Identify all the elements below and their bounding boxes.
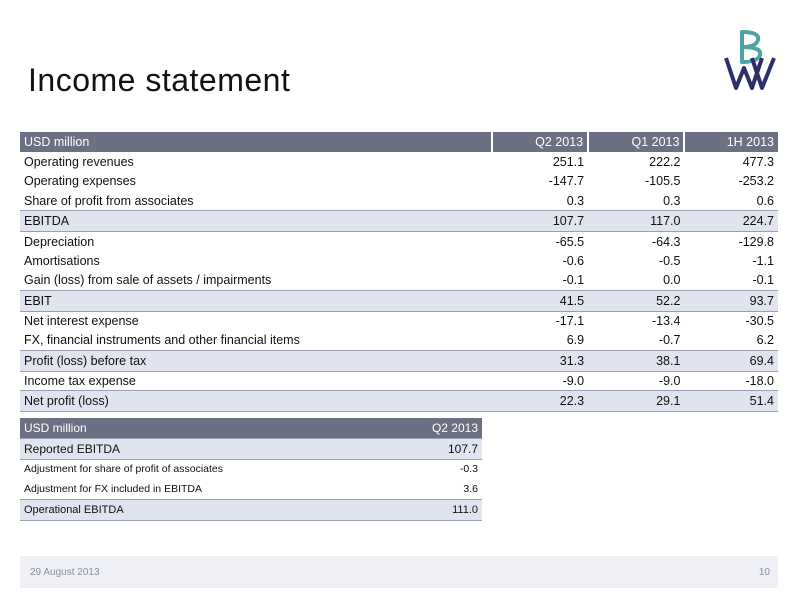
table-row — [20, 311, 778, 331]
footer-date: 29 August 2013 — [30, 567, 100, 578]
cell-value: -64.3 — [651, 234, 681, 249]
cell-value: 107.7 — [492, 211, 588, 232]
table-total-row — [20, 499, 482, 520]
cell-value: 38.1 — [588, 350, 684, 371]
table-row — [20, 271, 778, 291]
cell-value: -0.6 — [562, 253, 585, 268]
table-header-row — [20, 132, 778, 152]
row-label: Adjustment for FX included in EBITDA — [24, 482, 202, 495]
page-title: Income statement — [28, 62, 291, 98]
row-label: Net interest expense — [24, 314, 139, 328]
cell-value: 3.6 — [463, 482, 478, 495]
cell-value: 117.0 — [588, 211, 684, 232]
company-logo — [722, 28, 778, 92]
cell-value: 0.6 — [756, 193, 774, 208]
column-header: Q2 2013 — [492, 132, 588, 152]
cell-value: 0.3 — [566, 193, 585, 208]
row-label: Operating revenues — [24, 154, 134, 169]
income-statement-table — [20, 132, 778, 412]
row-label: Net profit (loss) — [20, 391, 492, 412]
cell-value: 41.5 — [492, 290, 588, 311]
cell-value: 52.2 — [588, 290, 684, 311]
table-row — [20, 232, 778, 252]
cell-value: 69.4 — [684, 350, 778, 371]
cell-value: 111.0 — [386, 499, 482, 520]
row-label: Operational EBITDA — [20, 499, 386, 520]
cell-value: 477.3 — [742, 154, 774, 169]
cell-value: -147.7 — [548, 174, 585, 189]
cell-value: -0.5 — [658, 253, 681, 268]
row-label: Amortisations — [24, 253, 100, 268]
row-label: Reported EBITDA — [20, 438, 386, 459]
row-label: Adjustment for share of profit of associates — [24, 463, 224, 476]
cell-value: -0.3 — [459, 463, 478, 476]
row-label: Depreciation — [24, 234, 95, 249]
table-total-row — [20, 391, 778, 412]
cell-value: -30.5 — [745, 314, 774, 328]
cell-value: 6.2 — [756, 333, 774, 347]
column-header: Q1 2013 — [588, 132, 684, 152]
table-row — [20, 172, 778, 192]
row-label: Share of profit from associates — [24, 193, 194, 208]
table-row — [20, 251, 778, 271]
cell-value: -0.1 — [752, 273, 774, 287]
cell-value: -253.2 — [738, 174, 774, 189]
cell-value: 93.7 — [684, 290, 778, 311]
row-label: Operating expenses — [24, 174, 136, 189]
cell-value: -0.1 — [562, 273, 585, 287]
row-label: Profit (loss) before tax — [20, 350, 492, 371]
table-row — [20, 371, 778, 391]
row-label: Gain (loss) from sale of assets / impairments — [24, 273, 272, 287]
cell-value: -65.5 — [555, 234, 585, 249]
column-header: 1H 2013 — [684, 132, 778, 152]
page-number: 10 — [758, 567, 770, 578]
row-label: EBIT — [20, 290, 492, 311]
table-total-row — [20, 290, 778, 311]
cell-value: -17.1 — [555, 314, 585, 328]
row-label: Income tax expense — [24, 373, 136, 388]
cell-value: 29.1 — [588, 391, 684, 412]
table-row — [20, 479, 482, 499]
table-row — [20, 459, 482, 479]
table-row — [20, 191, 778, 211]
table-row — [20, 152, 778, 172]
table-row — [20, 331, 778, 351]
ebitda-reconciliation-table — [20, 418, 482, 521]
cell-value: -18.0 — [745, 373, 774, 388]
cell-value: 224.7 — [684, 211, 778, 232]
cell-value: -1.1 — [752, 253, 774, 268]
cell-value: 107.7 — [386, 438, 482, 459]
footer-bar — [20, 556, 778, 588]
cell-value: 51.4 — [684, 391, 778, 412]
table-total-row — [20, 350, 778, 371]
cell-value: -105.5 — [645, 174, 681, 189]
cell-value: 0.0 — [663, 273, 681, 287]
cell-value: 6.9 — [566, 333, 585, 347]
row-label: EBITDA — [20, 211, 492, 232]
cell-value: 251.1 — [552, 154, 585, 169]
cell-value: -9.0 — [562, 373, 585, 388]
cell-value: -9.0 — [658, 373, 681, 388]
cell-value: 31.3 — [492, 350, 588, 371]
table-header-row — [20, 418, 482, 438]
cell-value: -129.8 — [738, 234, 774, 249]
cell-value: 0.3 — [663, 193, 681, 208]
cell-value: 222.2 — [649, 154, 681, 169]
column-header: USD million — [20, 132, 492, 152]
column-header: USD million — [20, 418, 386, 438]
cell-value: -0.7 — [658, 333, 681, 347]
table-total-row — [20, 438, 482, 459]
row-label: FX, financial instruments and other financial items — [24, 333, 300, 347]
table-total-row — [20, 211, 778, 232]
cell-value: -13.4 — [651, 314, 681, 328]
cell-value: 22.3 — [492, 391, 588, 412]
column-header: Q2 2013 — [386, 418, 482, 438]
